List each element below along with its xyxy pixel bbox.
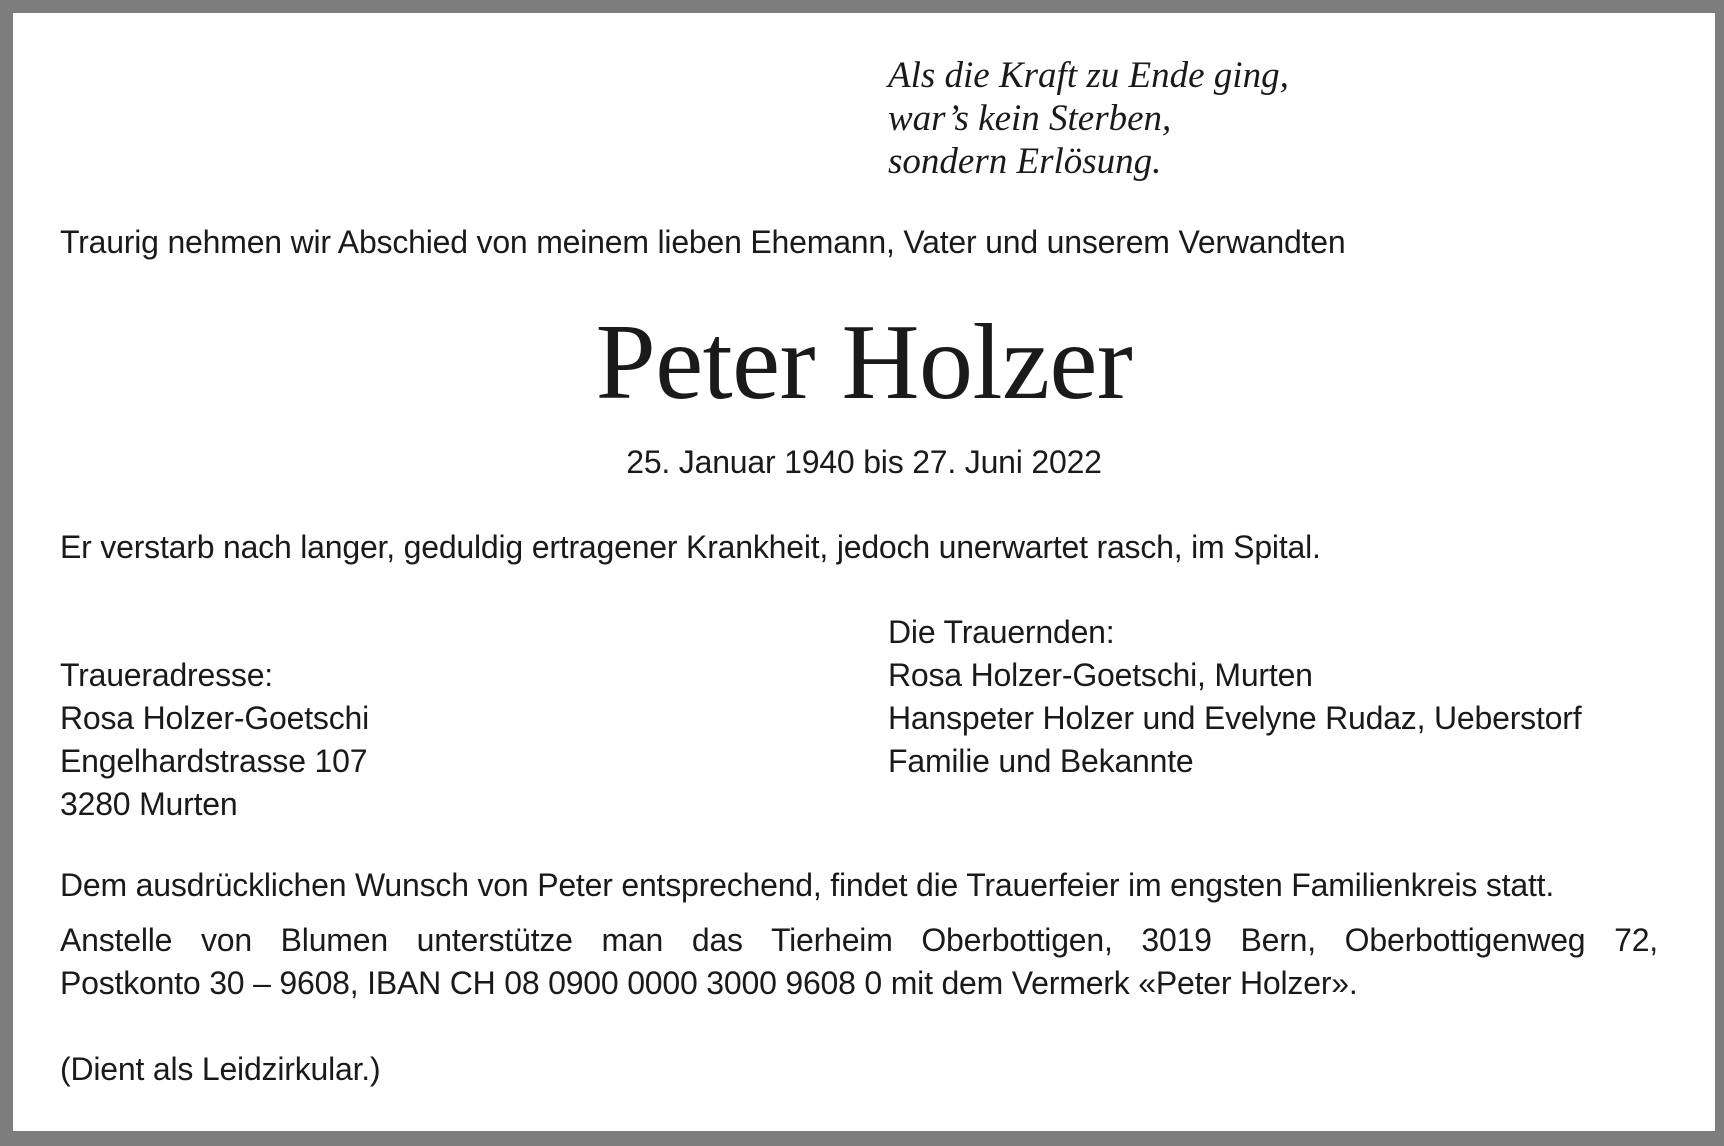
death-note: Er verstarb nach langer, geduldig ertragener Krankheit, jedoch unerwartet rasch, im Spital.: [60, 529, 1321, 565]
mourner-line: Familie und Bekannte: [888, 743, 1194, 779]
mourners-list: [888, 611, 1581, 783]
address-line: 3280 Murten: [60, 786, 238, 822]
ceremony-note: Dem ausdrücklichen Wunsch von Peter entsprechend, findet die Trauerfeier im engsten Familienkreis statt.: [60, 867, 1555, 903]
life-dates: 25. Januar 1940 bis 27. Juni 2022: [626, 444, 1102, 480]
mourner-line: Rosa Holzer-Goetschi, Murten: [888, 657, 1313, 693]
donation-line: Postkonto 30 – 9608, IBAN CH 08 0900 0000 3000 9608 0 mit dem Vermerk «Peter Holzer».: [60, 965, 1358, 1001]
motto-line: war’s kein Sterben,: [888, 98, 1172, 139]
intro-text: Traurig nehmen wir Abschied von meinem lieben Ehemann, Vater und unserem Verwandten: [60, 224, 1346, 260]
obituary-notice: [13, 13, 1715, 1131]
address-line: Rosa Holzer-Goetschi: [60, 700, 370, 736]
mourning-address: [60, 654, 369, 826]
deceased-name: Peter Holzer: [595, 303, 1133, 422]
mourners-heading: Die Trauernden:: [888, 614, 1115, 650]
address-line: Engelhardstrasse 107: [60, 743, 368, 779]
motto-line: Als die Kraft zu Ende ging,: [888, 55, 1289, 96]
mourner-line: Hanspeter Holzer und Evelyne Rudaz, Ueberstorf: [888, 700, 1582, 736]
mourning-address-heading: Traueradresse:: [60, 657, 273, 693]
donation-note: [60, 919, 1658, 1005]
motto-verse: [888, 54, 1289, 183]
motto-line: sondern Erlösung.: [888, 141, 1162, 182]
circular-note: (Dient als Leidzirkular.): [60, 1051, 381, 1087]
donation-line: Anstelle von Blumen unterstütze man das Tierheim Oberbottigen, 3019 Bern, Oberbottigenweg 72,: [60, 922, 1658, 958]
